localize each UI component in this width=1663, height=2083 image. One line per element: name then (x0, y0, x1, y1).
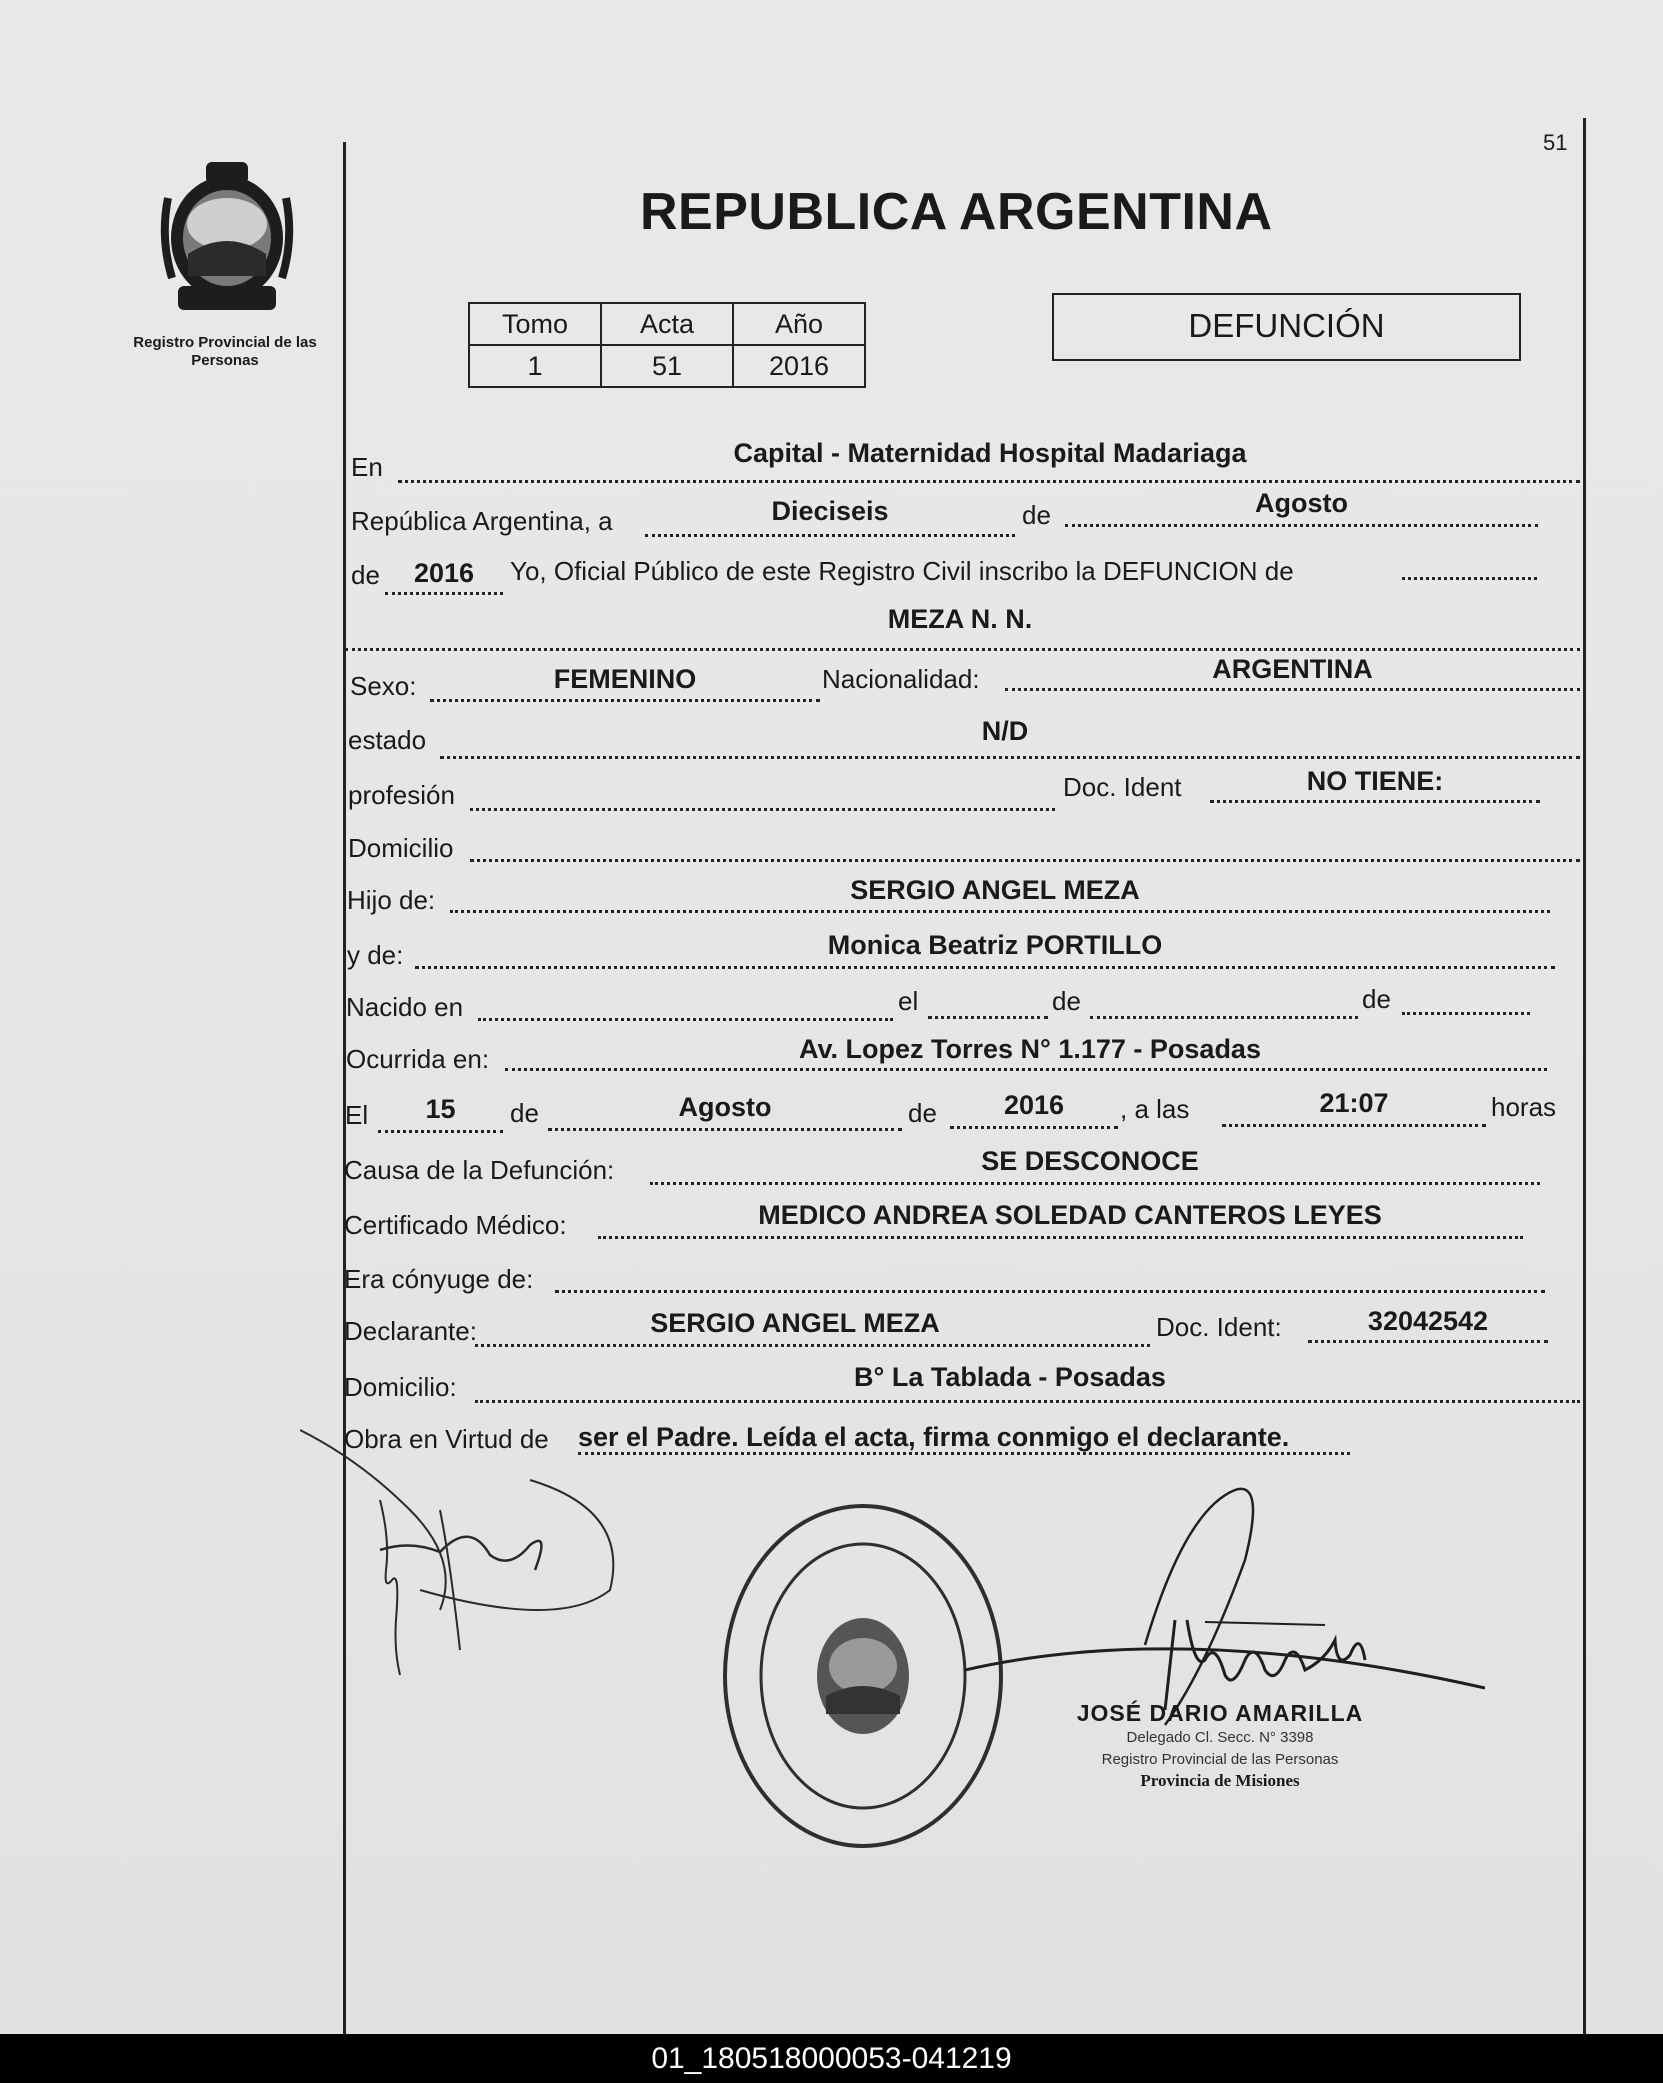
ocurrida-line (505, 1068, 1547, 1071)
official-name: JOSÉ DARIO AMARILLA (1076, 1700, 1364, 1726)
official-block (1040, 1700, 1400, 1791)
death-day-line (378, 1130, 503, 1133)
doc-ident-label: Doc. Ident (1063, 772, 1182, 802)
en-label: En (351, 452, 383, 482)
anio-header: Año (733, 303, 865, 345)
domicilio-label: Domicilio (348, 833, 454, 863)
nacionalidad-label: Nacionalidad: (822, 664, 980, 694)
death-de-label-1: de (510, 1098, 539, 1128)
year-line (385, 592, 503, 595)
domicilio2-line (475, 1400, 1580, 1403)
father-value: SERGIO ANGEL MEZA (850, 875, 1140, 905)
doc-ident-value: NO TIENE: (1306, 766, 1444, 796)
page-number: 51 (1543, 130, 1568, 155)
estado-line (440, 756, 1580, 759)
nacido-place-line (478, 1018, 893, 1021)
nacido-el-label: el (898, 986, 919, 1016)
deceased-name: MEZA N. N. (887, 604, 1033, 634)
left-margin-rule (343, 142, 346, 2034)
declarante-doc-value: 32042542 (1367, 1306, 1489, 1336)
death-time-line (1222, 1124, 1486, 1127)
official-province: Provincia de Misiones (1140, 1771, 1300, 1790)
mother-line (415, 966, 1555, 969)
certificado-line (598, 1236, 1523, 1239)
doc-ident-line (1210, 800, 1540, 803)
nacido-month-line (1090, 1016, 1358, 1019)
de-label-1: de (1022, 500, 1051, 530)
conyuge-label: Era cónyuge de: (344, 1264, 534, 1294)
domicilio-line (470, 859, 1580, 862)
anio-value: 2016 (733, 345, 865, 387)
nacionalidad-line (1005, 688, 1580, 691)
death-month-value: Agosto (678, 1092, 772, 1122)
sexo-label: Sexo: (350, 671, 417, 701)
death-month-line (548, 1128, 902, 1131)
mother-value: Monica Beatriz PORTILLO (827, 930, 1163, 960)
acta-header: Acta (601, 303, 733, 345)
death-time-value: 21:07 (1319, 1088, 1389, 1118)
country-title: REPUBLICA ARGENTINA (640, 183, 1273, 241)
estado-label: estado (348, 725, 427, 755)
day-words-value: Dieciseis (771, 496, 889, 526)
place-line (398, 480, 1580, 483)
inscribe-tail-line (1402, 577, 1537, 580)
certificado-label: Certificado Médico: (344, 1210, 567, 1240)
declarante-line (475, 1344, 1150, 1347)
nacido-de-label-1: de (1052, 986, 1081, 1016)
sexo-line (430, 699, 820, 702)
record-type-box: DEFUNCIÓN (1052, 293, 1521, 361)
obra-line (578, 1452, 1350, 1455)
month-line (1065, 524, 1538, 527)
obra-value: ser el Padre. Leída el acta, firma conmigo el declarante. (578, 1422, 1290, 1452)
official-signature-icon (965, 1470, 1485, 1730)
declarante-doc-label: Doc. Ident: (1156, 1312, 1282, 1342)
profesion-label: profesión (348, 780, 455, 810)
registry-name: Registro Provincial de las Personas (133, 334, 317, 369)
domicilio2-value: B° La Tablada - Posadas (854, 1362, 1166, 1392)
estado-value: N/D (981, 716, 1029, 746)
official-registry: Registro Provincial de las Personas (1101, 1751, 1339, 1768)
domicilio2-label: Domicilio: (344, 1372, 457, 1402)
nacionalidad-value: ARGENTINA (1212, 654, 1373, 684)
certificado-value: MEDICO ANDREA SOLEDAD CANTEROS LEYES (758, 1200, 1382, 1230)
inscribe-text: Yo, Oficial Público de este Registro Civil inscribo la DEFUNCION de (510, 556, 1294, 586)
republica-label: República Argentina, a (351, 506, 613, 536)
obra-label: Obra en Virtud de (344, 1424, 549, 1454)
register-table (468, 302, 866, 388)
declarante-label: Declarante: (344, 1316, 477, 1346)
day-words-line (645, 534, 1015, 537)
causa-value: SE DESCONOCE (981, 1146, 1199, 1176)
deceased-name-line (345, 648, 1580, 651)
tomo-value: 1 (469, 345, 601, 387)
death-day-value: 15 (425, 1094, 456, 1124)
nacido-year-line (1402, 1012, 1530, 1015)
declarante-value: SERGIO ANGEL MEZA (650, 1308, 940, 1338)
register-table-header-row (469, 303, 865, 345)
profesion-line (470, 808, 1055, 811)
death-year-value: 2016 (1003, 1090, 1065, 1120)
acta-value: 51 (601, 345, 733, 387)
official-title: Delegado Cl. Secc. N° 3398 (1126, 1729, 1314, 1746)
nacido-label: Nacido en (346, 992, 464, 1022)
register-table-value-row (469, 345, 865, 387)
place-value: Capital - Maternidad Hospital Madariaga (733, 438, 1247, 468)
hijo-label: Hijo de: (347, 885, 436, 915)
file-id-footer: 01_180518000053-041219 (0, 2034, 1663, 2083)
year-value: 2016 (413, 558, 475, 588)
father-line (450, 910, 1550, 913)
declarant-signature-icon (300, 1420, 660, 1680)
nacido-de-label-2: de (1362, 984, 1391, 1014)
y-de-label: y de: (347, 940, 404, 970)
provincial-coat-of-arms-icon (158, 158, 296, 316)
conyuge-line (555, 1290, 1545, 1293)
ocurrida-label: Ocurrida en: (346, 1044, 490, 1074)
a-las-label: , a las (1120, 1094, 1190, 1124)
declarante-doc-line (1308, 1340, 1548, 1343)
el-label: El (345, 1100, 369, 1130)
causa-line (650, 1182, 1540, 1185)
horas-label: horas (1491, 1092, 1557, 1122)
de-label-2: de (351, 560, 380, 590)
sexo-value: FEMENINO (553, 664, 697, 694)
ocurrida-value: Av. Lopez Torres N° 1.177 - Posadas (799, 1034, 1261, 1064)
nacido-day-line (928, 1016, 1048, 1019)
death-de-label-2: de (908, 1098, 937, 1128)
right-margin-rule (1583, 118, 1586, 2034)
causa-label: Causa de la Defunción: (344, 1155, 615, 1185)
death-year-line (950, 1126, 1118, 1129)
month-value: Agosto (1255, 488, 1348, 518)
tomo-header: Tomo (469, 303, 601, 345)
